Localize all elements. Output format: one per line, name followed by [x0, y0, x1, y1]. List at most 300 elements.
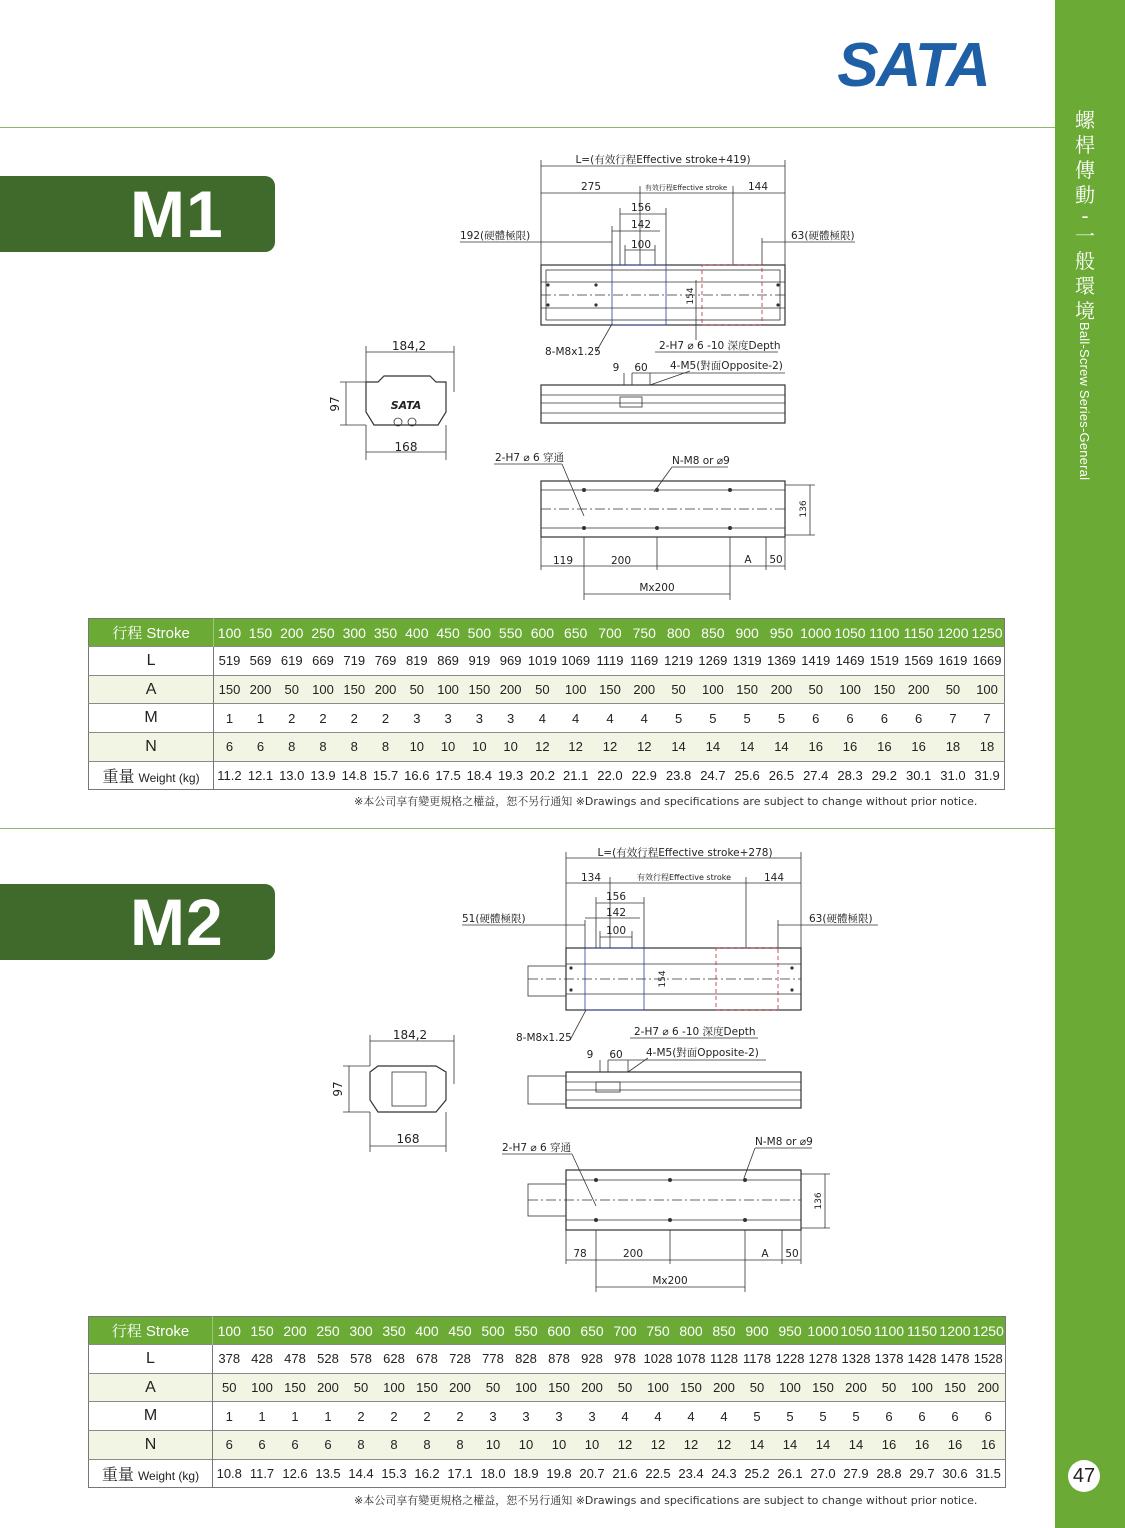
svg-text:134: 134 [580, 872, 602, 884]
table-cell: 50 [936, 675, 970, 704]
table-cell: 669 [307, 647, 338, 676]
table-cell: 150 [214, 675, 245, 704]
header-cell: 200 [276, 619, 307, 647]
page-number: 47 [1068, 1460, 1100, 1492]
svg-text:Mx200: Mx200 [652, 1275, 688, 1287]
svg-text:192(硬體極限): 192(硬體極限) [460, 230, 531, 242]
table-cell: 10 [543, 1431, 576, 1460]
table-cell: 100 [246, 1373, 279, 1402]
table-cell: 1119 [593, 647, 627, 676]
header-cell: 650 [576, 1317, 609, 1345]
table-cell: 15.3 [378, 1459, 411, 1488]
header-cell: 250 [307, 619, 338, 647]
table-cell: 21.6 [609, 1459, 642, 1488]
table-cell: 1569 [901, 647, 935, 676]
header-cell: 行程 Stroke [89, 1317, 213, 1345]
header-cell: 300 [339, 619, 370, 647]
table-cell: 16 [901, 733, 935, 762]
svg-text:有效行程Effective stroke: 有效行程Effective stroke [644, 184, 728, 192]
svg-text:275: 275 [580, 181, 602, 193]
table-cell: 12 [593, 733, 627, 762]
header-cell: 800 [675, 1317, 708, 1345]
header-cell: 400 [411, 1317, 444, 1345]
header-cell: 350 [378, 1317, 411, 1345]
table-cell: 150 [464, 675, 495, 704]
table-cell: 26.5 [764, 761, 798, 790]
row-label-text: 重量 [101, 1467, 134, 1485]
table-cell: 150 [411, 1373, 444, 1402]
table-cell: 819 [401, 647, 432, 676]
svg-text:63(硬體極限): 63(硬體極限) [791, 230, 855, 242]
table-cell: 828 [510, 1345, 543, 1374]
table-cell: 2 [378, 1402, 411, 1431]
table-cell: 50 [526, 675, 558, 704]
table-cell: 200 [708, 1373, 741, 1402]
table-cell: 378 [213, 1345, 246, 1374]
svg-text:50: 50 [769, 554, 783, 566]
svg-text:2-H7 ⌀ 6 穿通: 2-H7 ⌀ 6 穿通 [495, 452, 565, 464]
svg-text:SATA: SATA [837, 34, 989, 94]
table-cell: 1069 [559, 647, 593, 676]
table-cell: 1669 [970, 647, 1004, 676]
table-cell: 878 [543, 1345, 576, 1374]
table-cell: 6 [245, 733, 276, 762]
table-cell: 1 [279, 1402, 312, 1431]
svg-text:2-H7 ⌀ 6 穿通: 2-H7 ⌀ 6 穿通 [502, 1142, 572, 1154]
table-cell: 50 [213, 1373, 246, 1402]
header-cell: 600 [526, 619, 558, 647]
table-cell: 1 [214, 704, 245, 733]
table-cell: 31.5 [972, 1459, 1006, 1488]
header-cell: 1000 [807, 1317, 840, 1345]
table-cell: 3 [495, 704, 526, 733]
table-cell: 5 [741, 1402, 774, 1431]
table-cell: 28.8 [873, 1459, 906, 1488]
table-cell: 13.9 [307, 761, 338, 790]
svg-text:有效行程Effective stroke: 有效行程Effective stroke [636, 873, 732, 882]
disclaimer-note: ※本公司享有變更規格之權益，恕不另行通知 ※Drawings and specifications are subject to change without prior notice. [354, 1494, 978, 1507]
sidebar-title-en: Ball-Screw Series-General [1077, 322, 1092, 481]
table-cell: 4 [675, 1402, 708, 1431]
table-cell: 150 [939, 1373, 972, 1402]
table-cell: 869 [432, 647, 463, 676]
table-cell: 150 [543, 1373, 576, 1402]
table-cell: 769 [370, 647, 401, 676]
table-cell: 1328 [840, 1345, 873, 1374]
table-cell: 100 [970, 675, 1004, 704]
table-cell: 10 [576, 1431, 609, 1460]
svg-text:9: 9 [612, 362, 620, 374]
svg-text:78: 78 [573, 1248, 587, 1260]
table-cell: 1 [246, 1402, 279, 1431]
svg-text:2-H7 ⌀ 6 -10 深度Depth: 2-H7 ⌀ 6 -10 深度Depth [634, 1026, 756, 1038]
header-cell: 200 [279, 1317, 312, 1345]
table-cell: 6 [972, 1402, 1006, 1431]
header-cell: 750 [642, 1317, 675, 1345]
table-cell: 14 [741, 1431, 774, 1460]
table-cell: 1278 [807, 1345, 840, 1374]
header-cell: 700 [593, 619, 627, 647]
table-cell: 12 [609, 1431, 642, 1460]
table-cell: 1 [312, 1402, 345, 1431]
table-cell: 569 [245, 647, 276, 676]
table-cell: 928 [576, 1345, 609, 1374]
table-cell: 6 [799, 704, 833, 733]
header-cell: 1150 [906, 1317, 939, 1345]
table-cell: 12 [559, 733, 593, 762]
table-cell: 16 [873, 1431, 906, 1460]
table-cell: 25.2 [741, 1459, 774, 1488]
header-cell: 500 [464, 619, 495, 647]
row-label [89, 1402, 213, 1431]
table-cell: 3 [464, 704, 495, 733]
row-label [89, 1373, 213, 1402]
table-cell: 1219 [661, 647, 695, 676]
table-cell: 50 [345, 1373, 378, 1402]
svg-text:144: 144 [763, 872, 785, 884]
table-cell: 10.8 [213, 1459, 246, 1488]
sidebar-title-cn: 螺 桿 傳 動 - 一 般 環 境 [1075, 108, 1095, 323]
table-cell: 1269 [696, 647, 730, 676]
svg-text:100: 100 [605, 925, 627, 937]
table-cell: 1319 [730, 647, 764, 676]
svg-text:142: 142 [630, 219, 652, 231]
row-label-text: M [144, 709, 158, 727]
table-cell: 27.4 [799, 761, 833, 790]
table-cell: 16 [833, 733, 867, 762]
header-cell: 550 [510, 1317, 543, 1345]
table-cell: 10 [510, 1431, 543, 1460]
table-cell: 6 [873, 1402, 906, 1431]
row-label-text: N [144, 1435, 157, 1453]
header-cell: 300 [345, 1317, 378, 1345]
table-cell: 6 [213, 1431, 246, 1460]
svg-text:100: 100 [630, 239, 652, 251]
table-cell: 200 [495, 675, 526, 704]
table-cell: 200 [627, 675, 661, 704]
table-cell: 26.1 [774, 1459, 807, 1488]
svg-text:50: 50 [785, 1248, 799, 1260]
table-cell: 15.7 [370, 761, 401, 790]
table-cell: 100 [774, 1373, 807, 1402]
table-cell: 10 [464, 733, 495, 762]
table-cell: 14 [807, 1431, 840, 1460]
table-cell: 18 [970, 733, 1004, 762]
table-cell: 478 [279, 1345, 312, 1374]
table-cell: 428 [246, 1345, 279, 1374]
row-label-text: L [146, 1349, 155, 1367]
row-label-text: 重量 [102, 769, 135, 787]
table-cell: 728 [444, 1345, 477, 1374]
header-cell: 650 [559, 619, 593, 647]
header-cell: 900 [730, 619, 764, 647]
table-cell: 11.7 [246, 1459, 279, 1488]
table-cell: 200 [245, 675, 276, 704]
table-cell: 20.2 [526, 761, 558, 790]
table-cell: 13.5 [312, 1459, 345, 1488]
table-cell: 5 [730, 704, 764, 733]
table-cell: 31.0 [936, 761, 970, 790]
model-title-m2: M2 [0, 884, 275, 960]
header-cell: 行程 Stroke [89, 619, 214, 647]
table-cell: 200 [444, 1373, 477, 1402]
table-cell: 100 [307, 675, 338, 704]
table-cell: 528 [312, 1345, 345, 1374]
table-cell: 150 [867, 675, 901, 704]
svg-text:A: A [744, 554, 752, 566]
table-cell: 200 [840, 1373, 873, 1402]
table-cell: 29.2 [867, 761, 901, 790]
header-cell: 900 [741, 1317, 774, 1345]
table-cell: 23.4 [675, 1459, 708, 1488]
table-cell: 10 [477, 1431, 510, 1460]
table-cell: 18.9 [510, 1459, 543, 1488]
table-cell: 919 [464, 647, 495, 676]
table-cell: 1469 [833, 647, 867, 676]
table-row [89, 1459, 1006, 1488]
table-cell: 14 [840, 1431, 873, 1460]
disclaimer-note: ※本公司享有變更規格之權益，恕不另行通知 ※Drawings and specifications are subject to change without prior notice. [354, 795, 978, 808]
table-cell: 29.7 [906, 1459, 939, 1488]
table-cell: 16.6 [401, 761, 432, 790]
svg-text:97: 97 [331, 1081, 345, 1097]
table-cell: 12.1 [245, 761, 276, 790]
table-cell: 18.0 [477, 1459, 510, 1488]
table-cell: 6 [833, 704, 867, 733]
table-cell: 200 [312, 1373, 345, 1402]
table-cell: 4 [559, 704, 593, 733]
table-cell: 8 [339, 733, 370, 762]
table-cell: 3 [477, 1402, 510, 1431]
table-cell: 100 [642, 1373, 675, 1402]
svg-text:144: 144 [747, 181, 769, 193]
table-cell: 1428 [906, 1345, 939, 1374]
table-cell: 8 [378, 1431, 411, 1460]
table-cell: 100 [833, 675, 867, 704]
svg-text:4-M5(對面Opposite-2): 4-M5(對面Opposite-2) [646, 1047, 759, 1059]
header-cell: 1050 [840, 1317, 873, 1345]
header-cell: 250 [312, 1317, 345, 1345]
row-label [89, 1431, 213, 1460]
table-cell: 8 [307, 733, 338, 762]
table-cell: 578 [345, 1345, 378, 1374]
table-cell: 3 [432, 704, 463, 733]
table-cell: 4 [642, 1402, 675, 1431]
table-cell: 150 [675, 1373, 708, 1402]
table-cell: 2 [307, 704, 338, 733]
table-cell: 1228 [774, 1345, 807, 1374]
header-cell: 800 [661, 619, 695, 647]
table-cell: 23.8 [661, 761, 695, 790]
table-cell: 11.2 [214, 761, 245, 790]
table-cell: 12 [526, 733, 558, 762]
header-cell: 1100 [867, 619, 901, 647]
table-cell: 100 [432, 675, 463, 704]
svg-text:L=(有效行程Effective stroke+419): L=(有效行程Effective stroke+419) [575, 154, 751, 166]
table-cell: 6 [246, 1431, 279, 1460]
table-cell: 4 [708, 1402, 741, 1431]
table-cell: 1528 [972, 1345, 1006, 1374]
svg-text:2-H7 ⌀ 6 -10 深度Depth: 2-H7 ⌀ 6 -10 深度Depth [659, 340, 781, 352]
table-cell: 100 [510, 1373, 543, 1402]
table-cell: 1 [213, 1402, 246, 1431]
table-cell: 1378 [873, 1345, 906, 1374]
header-cell: 450 [444, 1317, 477, 1345]
table-cell: 7 [970, 704, 1004, 733]
header-cell: 1150 [901, 619, 935, 647]
svg-text:200: 200 [622, 1248, 644, 1260]
table-cell: 10 [432, 733, 463, 762]
table-cell: 1128 [708, 1345, 741, 1374]
table-cell: 1178 [741, 1345, 774, 1374]
table-cell: 1 [245, 704, 276, 733]
table-cell: 100 [696, 675, 730, 704]
header-cell: 1100 [873, 1317, 906, 1345]
table-cell: 7 [936, 704, 970, 733]
table-cell: 150 [593, 675, 627, 704]
table-cell: 50 [609, 1373, 642, 1402]
svg-text:8-M8x1.25: 8-M8x1.25 [545, 346, 601, 358]
svg-text:184,2: 184,2 [391, 339, 427, 353]
table-cell: 12.6 [279, 1459, 312, 1488]
table-cell: 16 [867, 733, 901, 762]
svg-text:9: 9 [586, 1049, 594, 1061]
table-header-row [89, 1317, 1006, 1345]
table-cell: 4 [627, 704, 661, 733]
header-cell: 600 [543, 1317, 576, 1345]
table-cell: 100 [906, 1373, 939, 1402]
table-cell: 1419 [799, 647, 833, 676]
header-cell: 700 [609, 1317, 642, 1345]
table-cell: 4 [526, 704, 558, 733]
table-cell: 10 [495, 733, 526, 762]
table-cell: 6 [939, 1402, 972, 1431]
svg-text:N-M8 or ⌀9: N-M8 or ⌀9 [672, 455, 730, 467]
table-cell: 6 [214, 733, 245, 762]
svg-text:200: 200 [610, 555, 632, 567]
table-cell: 27.0 [807, 1459, 840, 1488]
table-cell: 50 [477, 1373, 510, 1402]
svg-text:63(硬體極限): 63(硬體極限) [809, 913, 873, 925]
table-cell: 1169 [627, 647, 661, 676]
table-cell: 6 [279, 1431, 312, 1460]
table-cell: 16 [906, 1431, 939, 1460]
table-cell: 100 [378, 1373, 411, 1402]
table-cell: 27.9 [840, 1459, 873, 1488]
svg-text:51(硬體極限): 51(硬體極限) [462, 913, 526, 925]
row-label [89, 1345, 213, 1374]
svg-text:136: 136 [814, 1192, 824, 1210]
svg-text:168: 168 [396, 1132, 420, 1146]
header-cell: 850 [708, 1317, 741, 1345]
table-cell: 678 [411, 1345, 444, 1374]
table-cell: 18.4 [464, 761, 495, 790]
table-cell: 1519 [867, 647, 901, 676]
table-cell: 1028 [642, 1345, 675, 1374]
table-cell: 17.5 [432, 761, 463, 790]
row-label-text: A [145, 680, 157, 698]
table-cell: 14.8 [339, 761, 370, 790]
table-cell: 3 [510, 1402, 543, 1431]
table-cell: 3 [543, 1402, 576, 1431]
table-cell: 5 [696, 704, 730, 733]
table-cell: 150 [730, 675, 764, 704]
svg-text:L=(有效行程Effective stroke+278): L=(有效行程Effective stroke+278) [597, 847, 773, 859]
table-cell: 24.3 [708, 1459, 741, 1488]
svg-text:8-M8x1.25: 8-M8x1.25 [516, 1032, 572, 1044]
table-cell: 12 [627, 733, 661, 762]
table-cell: 2 [444, 1402, 477, 1431]
table-cell: 6 [312, 1431, 345, 1460]
table-cell: 6 [906, 1402, 939, 1431]
svg-text:156: 156 [630, 202, 652, 214]
table-row [89, 1345, 1006, 1374]
header-cell: 1050 [833, 619, 867, 647]
svg-text:184,2: 184,2 [392, 1028, 428, 1042]
table-row [89, 1431, 1006, 1460]
table-cell: 14.4 [345, 1459, 378, 1488]
table-cell: 8 [370, 733, 401, 762]
table-cell: 5 [661, 704, 695, 733]
table-cell: 14 [764, 733, 798, 762]
header-cell: 750 [627, 619, 661, 647]
table-cell: 8 [411, 1431, 444, 1460]
table-cell: 3 [401, 704, 432, 733]
table-cell: 2 [345, 1402, 378, 1431]
header-cell: 1250 [972, 1317, 1006, 1345]
table-cell: 1078 [675, 1345, 708, 1374]
table-cell: 14 [774, 1431, 807, 1460]
table-cell: 31.9 [970, 761, 1004, 790]
header-cell: 850 [696, 619, 730, 647]
table-cell: 1619 [936, 647, 970, 676]
row-label-unit: Weight (kg) [137, 1469, 200, 1484]
table-cell: 10 [401, 733, 432, 762]
header-cell: 950 [764, 619, 798, 647]
table-cell: 2 [276, 704, 307, 733]
table-cell: 30.1 [901, 761, 935, 790]
table-cell: 50 [741, 1373, 774, 1402]
table-cell: 22.9 [627, 761, 661, 790]
row-label-text: M [143, 1407, 158, 1425]
svg-text:60: 60 [609, 1049, 623, 1061]
table-cell: 16 [939, 1431, 972, 1460]
svg-text:Mx200: Mx200 [639, 582, 675, 594]
table-cell: 8 [345, 1431, 378, 1460]
header-cell: 150 [246, 1317, 279, 1345]
table-cell: 619 [276, 647, 307, 676]
table-cell: 2 [370, 704, 401, 733]
header-cell: 1200 [936, 619, 970, 647]
table-cell: 19.8 [543, 1459, 576, 1488]
table-cell: 22.0 [593, 761, 627, 790]
svg-text:154: 154 [686, 287, 696, 305]
svg-text:119: 119 [552, 555, 574, 567]
header-cell: 400 [401, 619, 432, 647]
table-cell: 1478 [939, 1345, 972, 1374]
table-cell: 20.7 [576, 1459, 609, 1488]
table-cell: 14 [661, 733, 695, 762]
svg-text:136: 136 [799, 500, 809, 518]
table-cell: 200 [764, 675, 798, 704]
header-cell: 100 [214, 619, 245, 647]
table-cell: 4 [593, 704, 627, 733]
table-cell: 5 [807, 1402, 840, 1431]
header-cell: 100 [213, 1317, 246, 1345]
table-cell: 19.3 [495, 761, 526, 790]
table-cell: 30.6 [939, 1459, 972, 1488]
row-label-text: L [146, 651, 156, 669]
